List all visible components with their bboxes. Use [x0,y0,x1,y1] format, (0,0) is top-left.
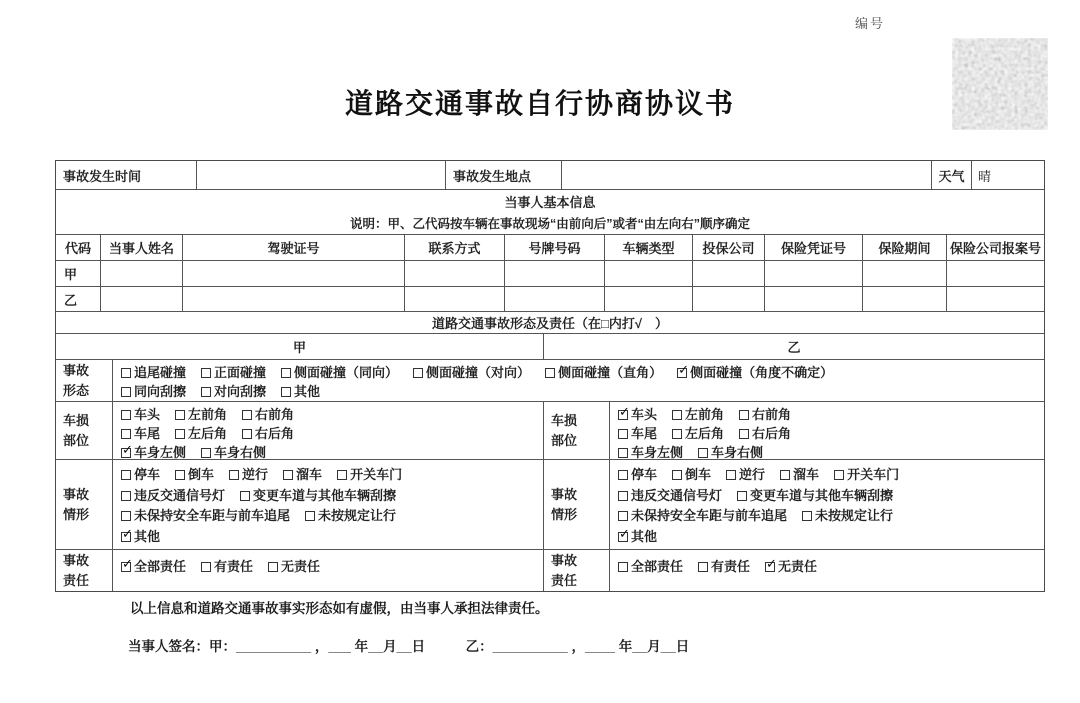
damage-options-a [112,402,543,459]
party-a-cell[interactable] [404,261,504,286]
option-line [121,485,543,504]
checkbox-option-label: 侧面碰撞（同向） [294,365,399,380]
checkbox-option-label: 其他 [294,384,321,399]
checkbox-option[interactable] [765,556,818,574]
table-row-basic [56,161,1044,189]
col-header-license: 驾驶证号 [182,235,404,260]
party-b-cell[interactable] [100,287,182,311]
option-line [121,362,1044,381]
parties-header-row [56,234,1044,260]
accident-situation-row [56,459,1044,549]
checkbox-option-label: 逆行 [242,466,269,482]
checkbox-option-label: 未按规定让行 [815,508,894,524]
checkbox-option[interactable] [201,559,253,574]
checkbox-option[interactable] [242,426,294,441]
checkbox-checked-icon[interactable] [618,526,630,542]
checkbox-icon[interactable] [739,410,749,420]
checkbox-option[interactable] [618,488,722,503]
accident-shape-options [112,360,1044,401]
option-line [121,404,543,423]
option-line [121,505,543,524]
col-header-report-number: 保险公司报案号 [946,235,1044,260]
col-header-insurance-period: 保险期间 [862,235,946,260]
responsibility-options-b [609,550,1044,591]
checkbox-option[interactable] [175,467,214,482]
checkbox-icon[interactable] [618,562,628,572]
disclaimer-text: 以上信息和道路交通事故事实形态如有虚假，由当事人承担法律责任。 [130,601,549,616]
check-mark-icon: ✓ [619,526,630,542]
party-b-cell[interactable] [692,287,764,311]
checkbox-option[interactable] [739,426,791,441]
party-a-cell[interactable] [182,261,404,286]
party-b-cell[interactable] [946,287,1044,311]
checkbox-option-label: 违反交通信号灯 [631,487,723,503]
damage-label-b: 车损部位 [543,402,609,459]
checkbox-icon[interactable] [337,470,347,480]
option-line [121,556,543,575]
checkbox-option-label: 逆行 [739,466,766,482]
party-b-column-header: 乙 [543,334,1044,359]
checkbox-icon[interactable] [121,470,131,480]
checkbox-checked-icon[interactable] [765,556,777,572]
responsibility-label-a: 事故责任 [63,552,90,588]
checkbox-option[interactable] [121,365,186,380]
checkbox-icon[interactable] [201,387,211,397]
check-mark-icon: ✓ [619,404,630,419]
checkbox-option[interactable] [677,362,834,380]
checkbox-option-label: 车尾 [134,426,161,441]
checkbox-option-label: 开关车门 [847,466,900,482]
checkbox-icon[interactable] [780,470,790,480]
party-b-cell[interactable] [862,287,946,311]
checkbox-option-label: 车身右侧 [711,445,764,459]
checkbox-option-label: 对向刮擦 [214,384,267,399]
checkbox-option[interactable] [737,488,893,503]
party-a-cell[interactable] [862,261,946,286]
option-line [618,442,1044,459]
doc-number-label: 编号 [855,16,886,31]
checkbox-option[interactable] [121,426,160,441]
check-mark-icon: ✓ [122,526,133,542]
accident-location-label: 事故发生地点 [445,161,561,189]
checkbox-option[interactable] [739,407,791,422]
checkbox-option-label: 车身左侧 [631,445,684,459]
checkbox-option-label: 其他 [134,529,161,545]
checkbox-option[interactable] [698,559,750,574]
checkbox-icon[interactable] [672,410,682,420]
checkbox-option-label: 右前角 [255,407,295,422]
col-header-name: 当事人姓名 [100,235,182,260]
checkbox-option[interactable] [281,365,398,380]
checkbox-icon[interactable] [618,511,628,521]
checkbox-option-label: 左后角 [685,426,725,441]
parties-section-header [56,189,1044,234]
accident-time-field[interactable] [196,161,445,189]
option-line [618,485,1044,504]
checkbox-checked-icon[interactable] [121,442,133,458]
party-a-code: 甲 [64,267,78,282]
checkbox-icon[interactable] [802,511,812,521]
checkbox-option-label: 未保持安全车距与前车追尾 [631,508,788,524]
party-a-cell[interactable] [504,261,604,286]
checkbox-icon[interactable] [834,470,844,480]
checkbox-option[interactable] [413,365,530,380]
checkbox-icon[interactable] [698,448,708,458]
col-header-vehicle-type: 车辆类型 [604,235,692,260]
checkbox-icon[interactable] [618,429,628,439]
checkbox-option[interactable] [175,407,227,422]
checkbox-option-label: 车身右侧 [214,445,267,459]
checkbox-option[interactable] [698,445,763,459]
situation-label-b: 事故情形 [543,460,609,549]
signature-line: 当事人签名：甲：__________ ，___ 年__月__日 乙：__________ ，____ 年__月__日 [128,639,690,654]
party-b-cell[interactable] [764,287,862,311]
checkbox-icon[interactable] [281,387,291,397]
checkbox-option[interactable] [121,556,187,574]
checkbox-icon[interactable] [618,491,628,501]
checkbox-icon[interactable] [618,470,628,480]
checkbox-option[interactable] [834,467,899,482]
checkbox-option[interactable] [121,488,225,503]
checkbox-icon[interactable] [283,470,293,480]
checkbox-option-label: 侧面碰撞（对向） [426,365,531,380]
checkbox-icon[interactable] [413,368,423,378]
checkbox-option-label: 倒车 [685,466,712,482]
checkbox-option[interactable] [672,407,724,422]
checkbox-option[interactable] [268,559,320,574]
checkbox-option-label: 右后角 [752,426,792,441]
col-header-code: 代码 [64,241,91,256]
checkbox-option-label: 变更车道与其他车辆刮擦 [253,487,397,503]
checkbox-option-label: 有责任 [214,559,254,574]
checkbox-option-label: 停车 [631,466,658,482]
option-line [121,442,543,459]
option-line [618,464,1044,483]
checkbox-option[interactable] [121,384,186,399]
checkbox-option-label: 倒车 [188,466,215,482]
checkbox-icon[interactable] [121,491,131,501]
checkbox-option-label: 车头 [631,407,658,422]
checkbox-option[interactable] [242,407,294,422]
checkbox-icon[interactable] [305,511,315,521]
situation-options-b [609,460,1044,549]
checkbox-option[interactable] [281,384,320,399]
party-a-column-header: 甲 [292,340,306,355]
checkbox-option[interactable] [121,508,290,523]
checkbox-icon[interactable] [240,491,250,501]
responsibility-label-b: 事故责任 [543,550,609,591]
checkbox-option-label: 开关车门 [350,466,403,482]
damage-location-row [56,401,1044,459]
checkbox-option[interactable] [618,426,657,441]
checkbox-option-label: 全部责任 [134,559,187,574]
responsibility-row [56,549,1044,591]
parties-section-note: 说明：甲、乙代码按车辆在事故现场“由前向后”或者“由左向右”顺序确定 [349,216,750,231]
checkbox-icon[interactable] [726,470,736,480]
checkbox-option[interactable] [337,467,402,482]
checkbox-option-label: 全部责任 [631,559,684,574]
checkbox-option[interactable] [545,365,662,380]
damage-label-a: 车损部位 [63,412,90,448]
checkbox-option-label: 其他 [631,529,658,545]
check-mark-icon: ✓ [766,556,777,571]
checkbox-option-label: 车尾 [631,426,658,441]
option-line [618,404,1044,423]
weather-label: 天气 [931,161,971,189]
party-b-code: 乙 [64,292,78,308]
party-a-cell[interactable] [692,261,764,286]
checkbox-icon[interactable] [121,511,131,521]
checkbox-option[interactable] [229,467,268,482]
checkbox-option[interactable] [726,467,765,482]
option-line [618,526,1044,545]
checkbox-option-label: 追尾碰撞 [134,365,187,380]
option-line [618,423,1044,442]
checkbox-option[interactable] [618,508,787,523]
checkbox-option[interactable] [672,426,724,441]
checkbox-option-label: 侧面碰撞（直角） [558,365,663,380]
checkbox-icon[interactable] [175,410,185,420]
col-header-policy-number: 保险凭证号 [764,235,862,260]
checkbox-option-label: 左后角 [188,426,228,441]
party-a-cell[interactable] [100,261,182,286]
checkbox-option[interactable] [121,467,160,482]
checkbox-icon[interactable] [229,470,239,480]
checkbox-icon[interactable] [201,562,211,572]
option-line [121,526,543,545]
checkbox-option-label: 未保持安全车距与前车追尾 [134,508,291,524]
option-line [618,556,1044,575]
checkbox-icon[interactable] [618,448,628,458]
checkbox-option-label: 左前角 [685,407,725,422]
checkbox-option-label: 未按规定让行 [318,508,397,524]
checkbox-option-label: 停车 [134,466,161,482]
checkbox-option-label: 侧面碰撞（角度不确定） [690,365,834,380]
party-a-cell[interactable] [946,261,1044,286]
checkbox-icon[interactable] [121,368,131,378]
table-row-party-b [56,286,1044,311]
check-mark-icon: ✓ [678,362,689,377]
table-row-party-a [56,260,1044,286]
liability-party-header-row [56,333,1044,359]
checkbox-option[interactable] [672,467,711,482]
checkbox-option-label: 车身左侧 [134,445,187,459]
checkbox-option[interactable] [802,508,893,523]
checkbox-option-label: 无责任 [281,559,321,574]
checkbox-checked-icon[interactable] [618,404,630,420]
checkbox-option[interactable] [201,365,266,380]
weather-value: 晴 [971,161,1044,189]
option-line [121,423,543,442]
checkbox-icon[interactable] [242,410,252,420]
col-header-plate: 号牌号码 [504,235,604,260]
check-mark-icon: ✓ [122,442,133,457]
party-b-cell[interactable] [504,287,604,311]
checkbox-option-label: 变更车道与其他车辆刮擦 [750,487,894,503]
checkbox-option[interactable] [201,384,266,399]
checkbox-option-label: 正面碰撞 [214,365,267,380]
checkbox-option[interactable] [305,508,396,523]
checkbox-option-label: 溜车 [296,466,323,482]
checkbox-option[interactable] [121,442,187,459]
checkbox-option-label: 左前角 [188,407,228,422]
checkbox-option-label: 违反交通信号灯 [134,487,226,503]
agreement-table [55,160,1045,592]
checkbox-option-label: 右前角 [752,407,792,422]
checkbox-icon[interactable] [545,368,555,378]
accident-shape-label: 事故形态 [63,362,90,398]
checkbox-icon[interactable] [242,429,252,439]
damage-options-b [609,402,1044,459]
checkbox-icon[interactable] [121,429,131,439]
checkbox-option[interactable] [201,445,266,459]
checkbox-option-label: 有责任 [711,559,751,574]
accident-shape-row [56,359,1044,401]
party-a-cell[interactable] [604,261,692,286]
checkbox-icon[interactable] [175,470,185,480]
col-header-contact: 联系方式 [404,235,504,260]
accident-time-label: 事故发生时间 [63,168,142,184]
checkbox-icon[interactable] [281,368,291,378]
party-b-cell[interactable] [404,287,504,311]
parties-section-title: 当事人基本信息 [504,195,596,211]
situation-options-a [112,460,543,549]
checkbox-option[interactable] [618,526,658,545]
checkbox-option[interactable] [175,426,227,441]
checkbox-option[interactable] [618,467,657,482]
check-mark-icon: ✓ [122,556,133,571]
checkbox-option-label: 右后角 [255,426,295,441]
checkbox-icon[interactable] [672,429,682,439]
checkbox-icon[interactable] [201,448,211,458]
accident-location-field[interactable] [561,161,931,189]
situation-label-a: 事故情形 [63,486,90,522]
checkbox-option-label: 无责任 [778,559,818,574]
option-line [121,464,543,483]
checkbox-icon[interactable] [672,470,682,480]
liability-section-title: 道路交通事故形态及责任（在□内打√ ） [56,311,1044,333]
checkbox-option-label: 同向刮擦 [134,384,187,399]
checkbox-option[interactable] [618,445,683,459]
checkbox-option[interactable] [618,559,683,574]
party-b-cell[interactable] [182,287,404,311]
checkbox-option[interactable] [283,467,322,482]
page-title: 道路交通事故自行协商协议书 [344,89,735,120]
checkbox-checked-icon[interactable] [677,362,689,378]
checkbox-checked-icon[interactable] [121,556,133,572]
checkbox-option[interactable] [121,407,160,422]
checkbox-icon[interactable] [121,410,131,420]
checkbox-option[interactable] [121,526,161,545]
party-b-cell[interactable] [604,287,692,311]
checkbox-icon[interactable] [698,562,708,572]
responsibility-options-a [112,550,543,591]
checkbox-icon[interactable] [175,429,185,439]
checkbox-option-label: 车头 [134,407,161,422]
checkbox-icon[interactable] [739,429,749,439]
option-line [618,505,1044,524]
checkbox-option[interactable] [780,467,819,482]
checkbox-icon[interactable] [737,491,747,501]
checkbox-option[interactable] [618,404,658,422]
checkbox-option[interactable] [240,488,396,503]
checkbox-icon[interactable] [201,368,211,378]
party-a-cell[interactable] [764,261,862,286]
option-line [121,381,1044,400]
checkbox-checked-icon[interactable] [121,526,133,542]
col-header-insurer: 投保公司 [692,235,764,260]
checkbox-icon[interactable] [268,562,278,572]
checkbox-option-label: 溜车 [793,466,820,482]
checkbox-icon[interactable] [121,387,131,397]
